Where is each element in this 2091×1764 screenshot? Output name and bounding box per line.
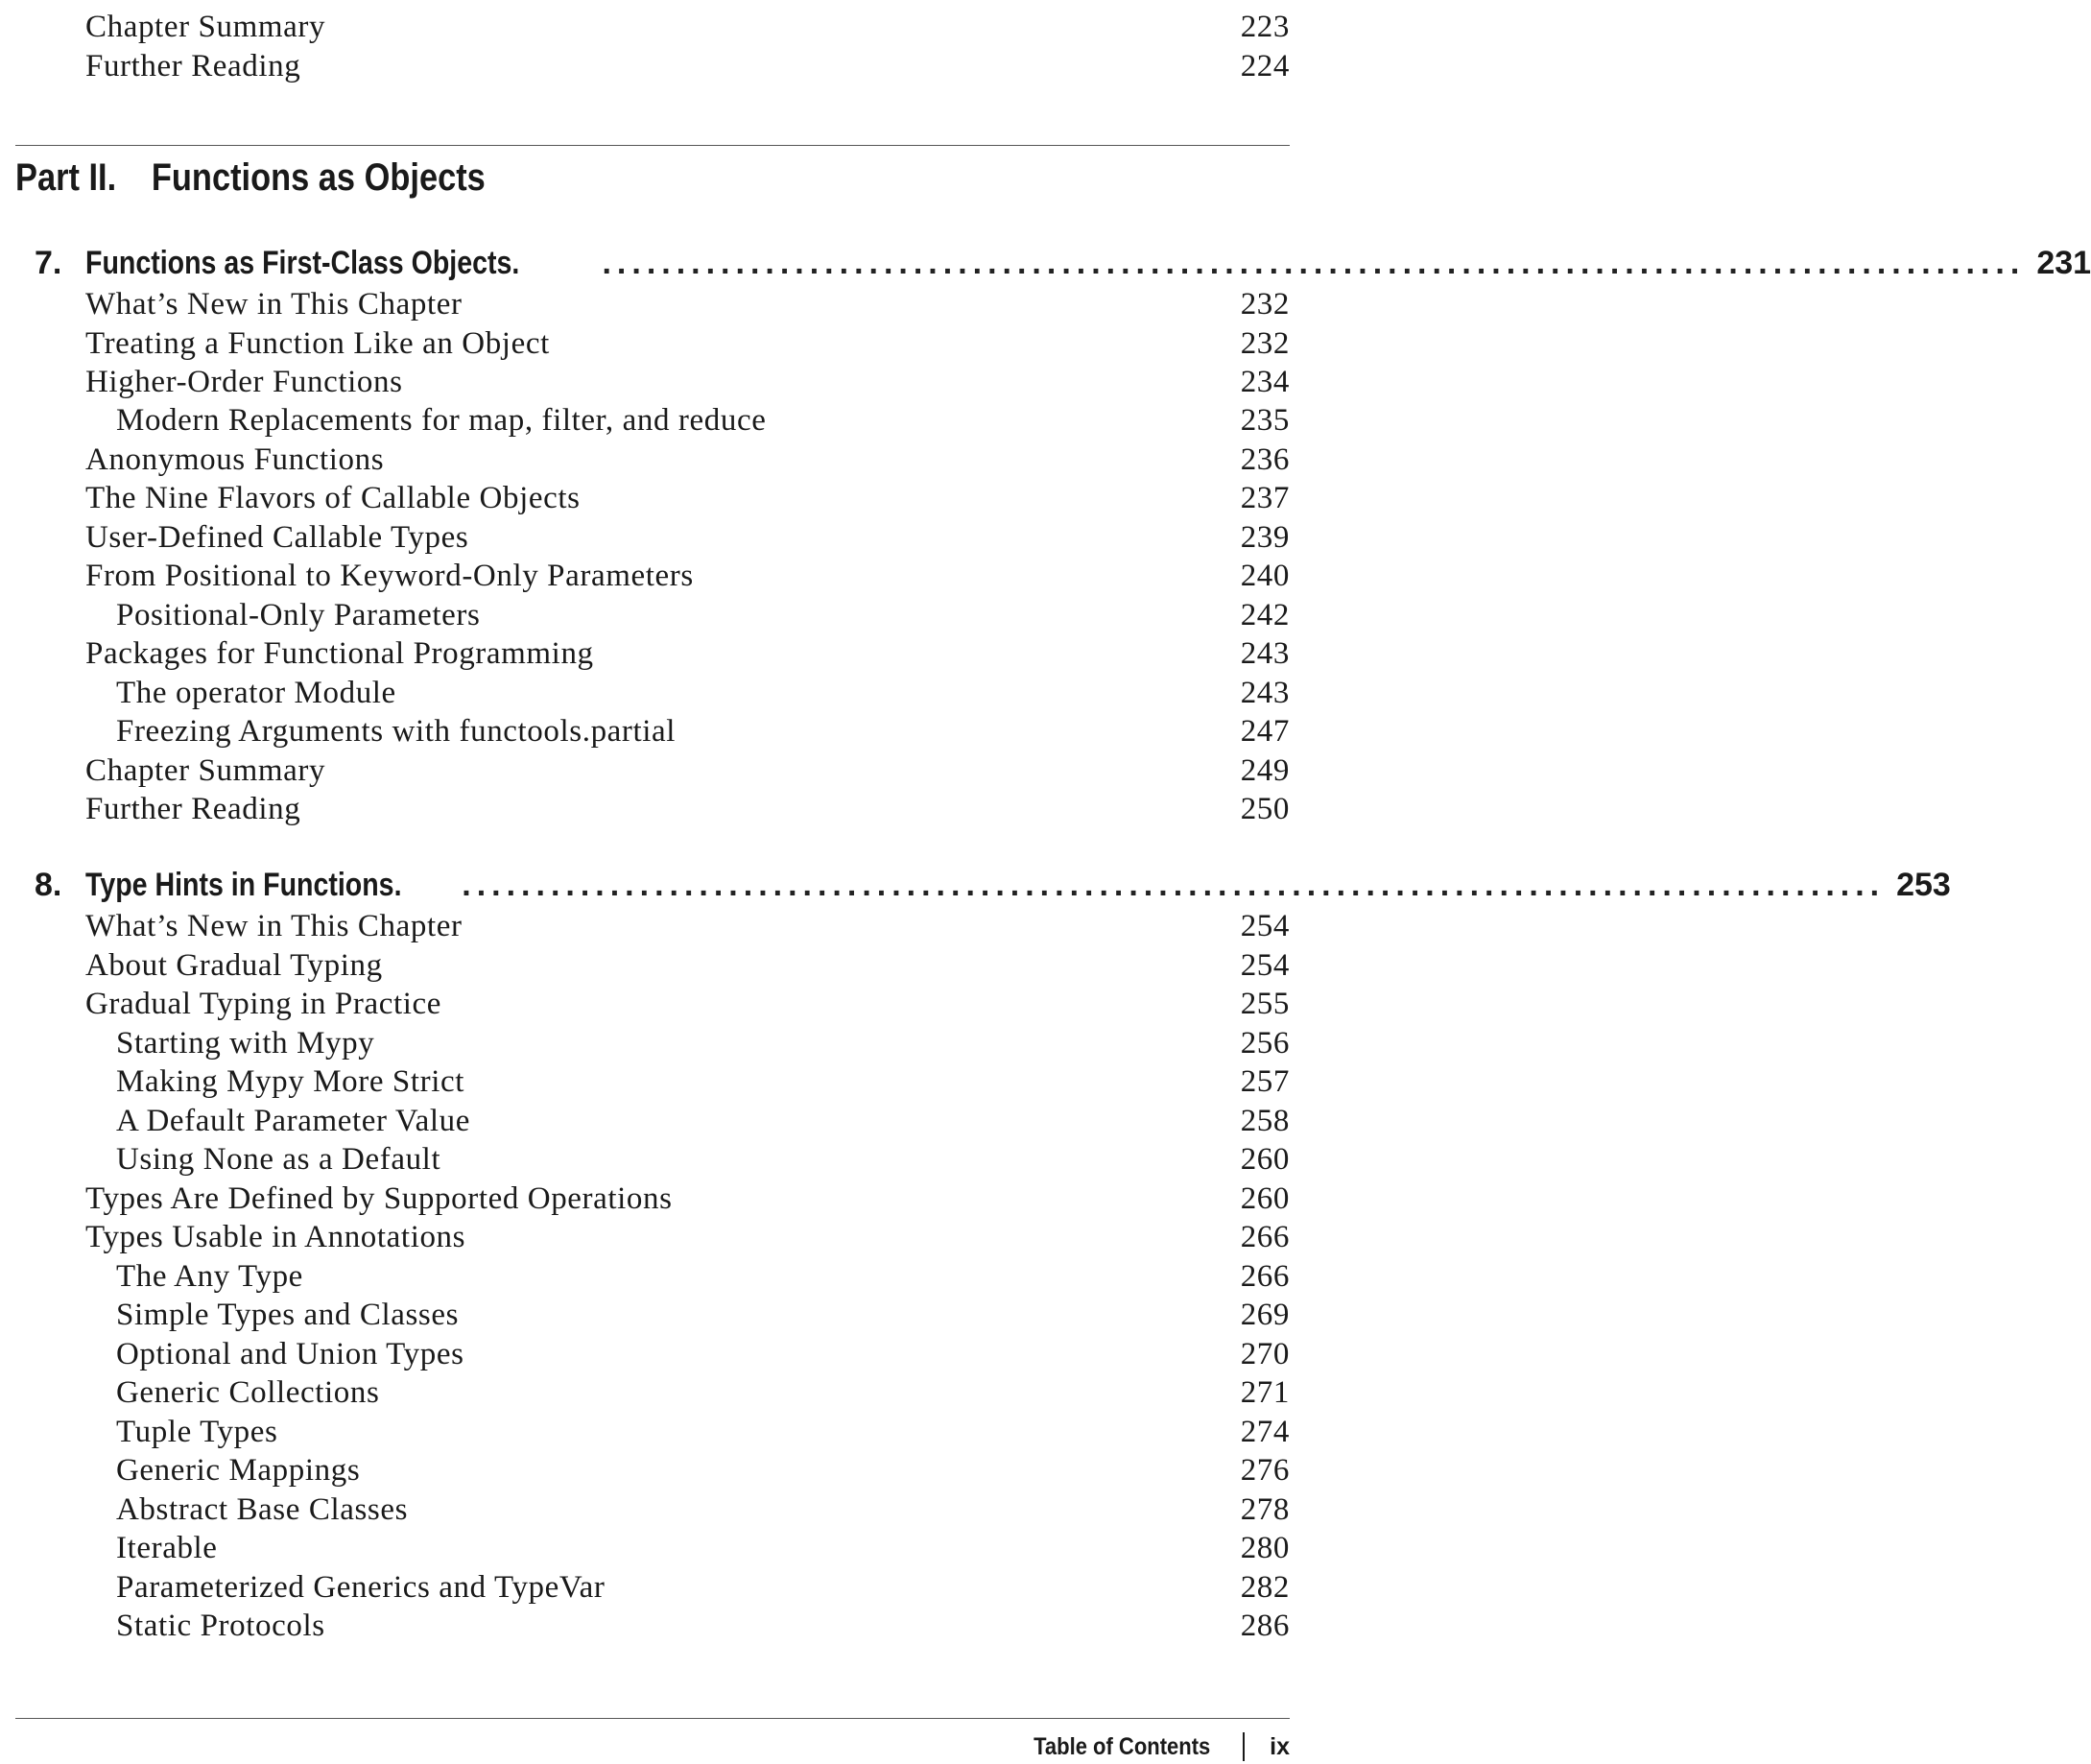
toc-entry-title: Static Protocols — [116, 1609, 325, 1643]
footer-page-number: ix — [1270, 1732, 1290, 1760]
toc-entry[interactable] — [85, 634, 1290, 673]
toc-entry-title: Types Usable in Annotations — [85, 1220, 466, 1254]
toc-entry-title: Gradual Typing in Practice — [85, 987, 441, 1021]
toc-entry-title: Higher-Order Functions — [85, 365, 403, 399]
toc-entry[interactable] — [85, 324, 1290, 363]
toc-entry-title: Chapter Summary — [85, 10, 326, 44]
toc-subentry[interactable] — [116, 1062, 1290, 1101]
toc-entry[interactable] — [85, 47, 1290, 85]
toc-entry-title: The Nine Flavors of Callable Objects — [85, 481, 581, 515]
dot-leader: ................................................................................................ — [462, 867, 1886, 903]
footer-separator — [1243, 1732, 1245, 1761]
toc-entry-title: What’s New in This Chapter — [85, 287, 463, 322]
toc-entry-page: 271 — [1240, 1375, 1290, 1410]
toc-entry-page: 237 — [1240, 481, 1290, 515]
toc-subentry[interactable] — [116, 596, 1290, 634]
toc-entry[interactable] — [85, 8, 1290, 46]
toc-entry-page: 232 — [1240, 326, 1290, 361]
toc-entry-page: 224 — [1240, 49, 1290, 83]
chapter-page: 231 — [2036, 245, 2091, 281]
toc-entry-title: A Default Parameter Value — [116, 1104, 471, 1138]
toc-entry-page: 243 — [1240, 676, 1290, 710]
toc-entry-title: Tuple Types — [116, 1415, 278, 1449]
part-label: Part II. — [15, 156, 117, 199]
section-divider — [15, 145, 1290, 146]
toc-entry-title: Further Reading — [85, 49, 301, 83]
chapter-number: 7. — [35, 245, 62, 281]
chapter-page: 253 — [1896, 867, 1951, 903]
toc-entry-page: 274 — [1240, 1415, 1290, 1449]
toc-entry-page: 266 — [1240, 1220, 1290, 1254]
footer-divider — [15, 1718, 1290, 1719]
toc-entry[interactable] — [85, 1180, 1290, 1218]
toc-subentry[interactable] — [116, 1140, 1290, 1179]
page-footer — [1010, 1729, 1290, 1764]
toc-entry-page: 278 — [1240, 1492, 1290, 1527]
chapter-heading[interactable] — [35, 864, 1951, 906]
toc-entry-page: 255 — [1240, 987, 1290, 1021]
chapter-title: Functions as First-Class Objects. — [85, 245, 520, 281]
toc-entry[interactable] — [85, 946, 1290, 985]
toc-entry-title: Modern Replacements for map, filter, and reduce — [116, 403, 767, 438]
part-title: Functions as Objects — [151, 156, 486, 199]
toc-entry-title: The operator Module — [116, 676, 396, 710]
toc-entry-page: 243 — [1240, 636, 1290, 671]
toc-entry-title: Freezing Arguments with functools.partial — [116, 714, 677, 749]
toc-subentry[interactable] — [116, 1529, 1290, 1567]
footer-label: Table of Contents — [1033, 1732, 1211, 1760]
toc-entry-title: About Gradual Typing — [85, 948, 383, 983]
toc-entry-title: Parameterized Generics and TypeVar — [116, 1570, 606, 1605]
toc-subentry[interactable] — [116, 1568, 1290, 1607]
toc-entry-title: The Any Type — [116, 1259, 303, 1294]
toc-subentry[interactable] — [116, 1335, 1290, 1373]
toc-subentry[interactable] — [116, 1373, 1290, 1412]
toc-entry-page: 286 — [1240, 1609, 1290, 1643]
toc-entry-page: 249 — [1240, 753, 1290, 788]
toc-entry-title: User-Defined Callable Types — [85, 520, 469, 555]
toc-entry[interactable] — [85, 441, 1290, 479]
toc-subentry[interactable] — [116, 401, 1290, 440]
toc-subentry[interactable] — [116, 1490, 1290, 1529]
toc-subentry[interactable] — [116, 712, 1290, 751]
toc-entry[interactable] — [85, 285, 1290, 323]
toc-entry-page: 254 — [1240, 909, 1290, 943]
toc-entry-page: 240 — [1240, 559, 1290, 593]
toc-subentry[interactable] — [116, 1257, 1290, 1296]
toc-entry-title: Iterable — [116, 1531, 218, 1565]
chapter-number: 8. — [35, 867, 62, 903]
toc-entry-title: Generic Collections — [116, 1375, 380, 1410]
toc-entry-title: Positional-Only Parameters — [116, 598, 481, 632]
toc-entry-title: What’s New in This Chapter — [85, 909, 463, 943]
toc-entry-title: Treating a Function Like an Object — [85, 326, 550, 361]
chapter-heading[interactable] — [35, 242, 2091, 284]
toc-entry-page: 234 — [1240, 365, 1290, 399]
toc-entry-page: 254 — [1240, 948, 1290, 983]
toc-subentry[interactable] — [116, 1024, 1290, 1062]
toc-entry-title: Making Mypy More Strict — [116, 1064, 465, 1099]
toc-entry-title: Chapter Summary — [85, 753, 326, 788]
toc-entry-title: Packages for Functional Programming — [85, 636, 594, 671]
toc-entry-page: 260 — [1240, 1142, 1290, 1177]
toc-entry-title: Using None as a Default — [116, 1142, 441, 1177]
toc-entry-page: 280 — [1240, 1531, 1290, 1565]
toc-subentry[interactable] — [116, 1296, 1290, 1334]
toc-entry[interactable] — [85, 751, 1290, 790]
toc-entry[interactable] — [85, 985, 1290, 1023]
toc-entry-page: 270 — [1240, 1337, 1290, 1371]
toc-subentry[interactable] — [116, 1451, 1290, 1490]
toc-entry-title: Anonymous Functions — [85, 442, 385, 477]
toc-entry-title: Starting with Mypy — [116, 1026, 375, 1061]
toc-entry-page: 256 — [1240, 1026, 1290, 1061]
toc-entry-title: Further Reading — [85, 792, 301, 826]
toc-entry-page: 235 — [1240, 403, 1290, 438]
toc-entry[interactable] — [85, 1218, 1290, 1256]
toc-entry-page: 223 — [1240, 10, 1290, 44]
toc-entry-page: 260 — [1240, 1181, 1290, 1216]
toc-entry-title: Types Are Defined by Supported Operations — [85, 1181, 673, 1216]
toc-entry-page: 250 — [1240, 792, 1290, 826]
toc-entry-title: From Positional to Keyword-Only Parameters — [85, 559, 694, 593]
toc-entry[interactable] — [85, 907, 1290, 945]
toc-entry[interactable] — [85, 790, 1290, 828]
toc-subentry[interactable] — [116, 1607, 1290, 1645]
toc-entry-page: 242 — [1240, 598, 1290, 632]
dot-leader: ................................................................................................ — [602, 245, 2026, 281]
chapter-title: Type Hints in Functions. — [85, 867, 402, 903]
toc-entry-title: Simple Types and Classes — [116, 1298, 460, 1332]
toc-subentry[interactable] — [116, 1102, 1290, 1140]
toc-entry-title: Optional and Union Types — [116, 1337, 464, 1371]
toc-entry-page: 247 — [1240, 714, 1290, 749]
toc-entry[interactable] — [85, 363, 1290, 401]
toc-entry-page: 232 — [1240, 287, 1290, 322]
toc-entry-page: 276 — [1240, 1453, 1290, 1488]
toc-entry-page: 258 — [1240, 1104, 1290, 1138]
toc-entry-page: 236 — [1240, 442, 1290, 477]
toc-entry[interactable] — [85, 479, 1290, 517]
toc-entry-title: Generic Mappings — [116, 1453, 361, 1488]
toc-entry[interactable] — [85, 557, 1290, 595]
toc-subentry[interactable] — [116, 674, 1290, 712]
toc-entry-page: 239 — [1240, 520, 1290, 555]
toc-entry-title: Abstract Base Classes — [116, 1492, 409, 1527]
toc-entry-page: 282 — [1240, 1570, 1290, 1605]
toc-entry-page: 257 — [1240, 1064, 1290, 1099]
toc-entry[interactable] — [85, 518, 1290, 557]
toc-entry-page: 266 — [1240, 1259, 1290, 1294]
toc-entry-page: 269 — [1240, 1298, 1290, 1332]
toc-subentry[interactable] — [116, 1413, 1290, 1451]
part-heading — [15, 154, 486, 202]
